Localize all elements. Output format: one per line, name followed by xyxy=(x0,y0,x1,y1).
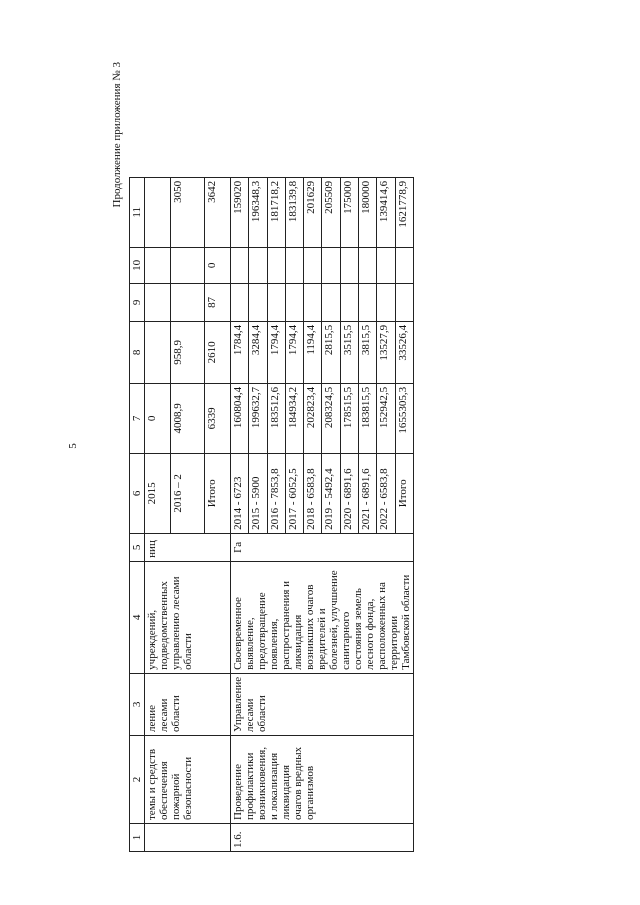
cell: 13527,9 xyxy=(377,321,395,383)
cell: 2019 - 5492,4 xyxy=(322,453,340,533)
cell: 1784,4 xyxy=(231,321,249,383)
col-header: 1 xyxy=(130,824,145,852)
cell: 183139,8 xyxy=(285,177,303,247)
cell: 2018 - 6583,8 xyxy=(304,453,322,533)
col-header: 2 xyxy=(130,736,145,824)
col-header: 8 xyxy=(130,321,145,383)
cell: 1794,4 xyxy=(267,321,285,383)
cell: 2016 - 7853,8 xyxy=(267,453,285,533)
cell xyxy=(395,283,413,321)
rotated-page xyxy=(113,62,593,852)
program-table xyxy=(129,177,414,852)
cell xyxy=(145,283,171,321)
col-header: 11 xyxy=(130,177,145,247)
cell: 3515,5 xyxy=(340,321,358,383)
cell: 184934,2 xyxy=(285,383,303,453)
cell xyxy=(359,247,377,283)
cell: 0 xyxy=(145,383,171,453)
cell: 180000 xyxy=(359,177,377,247)
col-header: 7 xyxy=(130,383,145,453)
cell: Управление лесами области xyxy=(231,673,414,735)
cell: 2015 - 5900 xyxy=(249,453,267,533)
cell: 4008,9 xyxy=(171,383,205,453)
cell: 87 xyxy=(205,283,231,321)
cell: темы и средств обеспечения пожарной безопасности xyxy=(145,736,231,824)
cell: 1621778,9 xyxy=(395,177,413,247)
cell xyxy=(322,283,340,321)
cell: 1.6. xyxy=(231,824,414,852)
cell xyxy=(285,283,303,321)
cell: учреждений, подведомственных управлению лесами области xyxy=(145,561,231,673)
col-header: 9 xyxy=(130,283,145,321)
cell: 2017 - 6052,5 xyxy=(285,453,303,533)
cell: 183815,5 xyxy=(359,383,377,453)
cell xyxy=(171,283,205,321)
cell: 175000 xyxy=(340,177,358,247)
cell xyxy=(322,247,340,283)
cell: 3050 xyxy=(171,177,205,247)
col-header: 10 xyxy=(130,247,145,283)
cell: Итого xyxy=(395,453,413,533)
cell xyxy=(340,283,358,321)
cell: 1794,4 xyxy=(285,321,303,383)
cell: 2014 - 6723 xyxy=(231,453,249,533)
cell xyxy=(359,283,377,321)
cell: 2610 xyxy=(205,321,231,383)
cell xyxy=(171,247,205,283)
cell: Своевременное выявление, предотвращение появления, распространения и ликвидация возникших очагов вредителей и болезней, улучшение санитарного состояния земель лесного фонда, расположенных на территории Тамбовской области xyxy=(231,561,414,673)
cell: 2815,5 xyxy=(322,321,340,383)
cell xyxy=(267,283,285,321)
cell: Итого xyxy=(205,453,231,533)
cell xyxy=(267,247,285,283)
cell xyxy=(377,247,395,283)
cell xyxy=(304,247,322,283)
cell: 1655305,3 xyxy=(395,383,413,453)
appendix-header: Продолжение приложения № 3 xyxy=(111,62,123,208)
cell: Га xyxy=(231,533,414,561)
cell xyxy=(249,283,267,321)
cell: 160804,4 xyxy=(231,383,249,453)
col-header: 5 xyxy=(130,533,145,561)
cell: 6339 xyxy=(205,383,231,453)
cell: 152942,5 xyxy=(377,383,395,453)
col-header: 3 xyxy=(130,673,145,735)
cell xyxy=(231,283,249,321)
cell: 196348,3 xyxy=(249,177,267,247)
cell: ниц xyxy=(145,533,231,561)
cell xyxy=(145,824,231,852)
cell: 139414,6 xyxy=(377,177,395,247)
cell: 178515,5 xyxy=(340,383,358,453)
cell: 3284,4 xyxy=(249,321,267,383)
cell: 2022 - 6583,8 xyxy=(377,453,395,533)
cell: 3642 xyxy=(205,177,231,247)
cell: 202823,4 xyxy=(304,383,322,453)
cell xyxy=(395,247,413,283)
cell: 2016 – 2 xyxy=(171,453,205,533)
cell: 201629 xyxy=(304,177,322,247)
cell xyxy=(231,247,249,283)
cell: 33526,4 xyxy=(395,321,413,383)
cell xyxy=(249,247,267,283)
page-number: 5 xyxy=(66,443,79,449)
cell xyxy=(145,321,171,383)
cell: 2021 - 6891,6 xyxy=(359,453,377,533)
cell: 205509 xyxy=(322,177,340,247)
table-row xyxy=(231,177,249,851)
cell: 208324,5 xyxy=(322,383,340,453)
cell: 199632,7 xyxy=(249,383,267,453)
table-row xyxy=(145,177,171,851)
cell xyxy=(285,247,303,283)
col-header: 4 xyxy=(130,561,145,673)
cell: ление лесами области xyxy=(145,673,231,735)
cell: 181718,2 xyxy=(267,177,285,247)
cell: 2020 - 6891,6 xyxy=(340,453,358,533)
cell: 958,9 xyxy=(171,321,205,383)
cell: Проведение профилактики возникновения, и локализация ликвидация очагов вредных организмов xyxy=(231,736,414,824)
cell xyxy=(340,247,358,283)
cell: 2015 xyxy=(145,453,171,533)
cell xyxy=(377,283,395,321)
cell xyxy=(145,247,171,283)
header-row xyxy=(130,177,145,851)
cell xyxy=(304,283,322,321)
cell: 159020 xyxy=(231,177,249,247)
cell: 183512,6 xyxy=(267,383,285,453)
col-header: 6 xyxy=(130,453,145,533)
cell: 1194,4 xyxy=(304,321,322,383)
cell xyxy=(145,177,171,247)
cell: 3815,5 xyxy=(359,321,377,383)
cell: 0 xyxy=(205,247,231,283)
